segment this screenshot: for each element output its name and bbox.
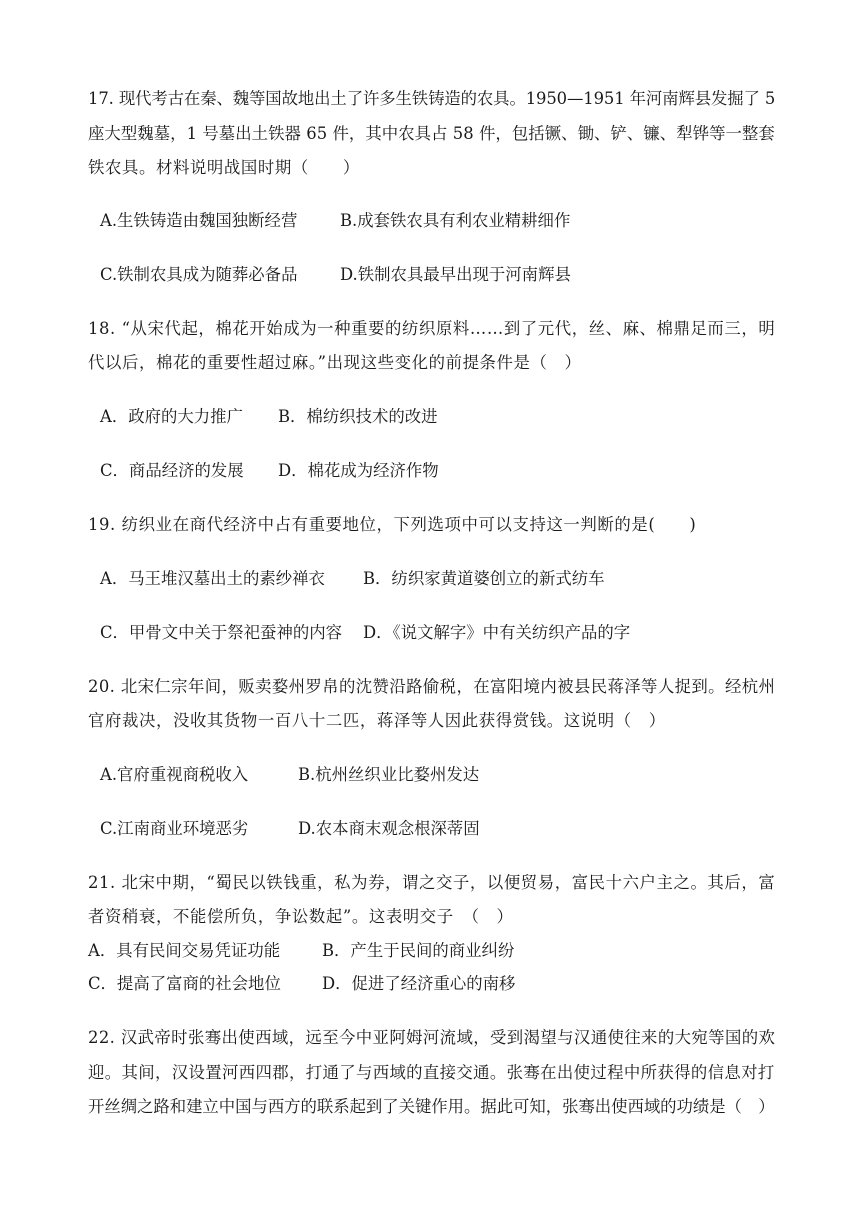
question-22-stem-line-1: 22. 汉武帝时张骞出使西域，远至今中亚阿姆河流域，受到渴望与汉通使往来的大宛等国的欢: [88, 1028, 776, 1047]
question-19-stem-line-1: 19. 纺织业在商代经济中占有重要地位，下列选项中可以支持这一判断的是( ): [88, 515, 697, 534]
question-20-option-d[interactable]: D.农本商末观念根深蒂固: [298, 819, 480, 838]
question-18-stem-line-2: 代以后，棉花的重要性超过麻。”出现这些变化的前提条件是（ ）: [88, 353, 582, 372]
question-20-option-c[interactable]: C.江南商业环境恶劣: [100, 819, 249, 838]
question-21-stem-line-2: 者资稍衰，不能偿所负，争讼数起”。这表明交子 （ ）: [88, 907, 514, 926]
question-17-option-d[interactable]: D.铁制农具最早出现于河南辉县: [340, 265, 571, 284]
question-17-option-a[interactable]: A.生铁铸造由魏国独断经营: [100, 211, 298, 230]
question-18-option-c[interactable]: C．商品经济的发展: [100, 461, 244, 480]
question-20-option-a[interactable]: A.官府重视商税收入: [100, 765, 249, 784]
question-20-option-b[interactable]: B.杭州丝织业比婺州发达: [298, 765, 480, 784]
question-21-option-c[interactable]: C．提高了富商的社会地位: [88, 974, 281, 993]
question-19-option-c[interactable]: C．甲骨文中关于祭祀蚕神的内容: [100, 623, 343, 642]
question-17-option-c[interactable]: C.铁制农具成为随葬必备品: [100, 265, 298, 284]
question-18-option-b[interactable]: B．棉纺织技术的改进: [278, 407, 438, 426]
question-17-stem-line-2: 座大型魏墓，1 号墓出土铁器 65 件，其中农具占 58 件，包括镢、锄、铲、镰、犁铧等一整套: [88, 124, 775, 143]
question-20-stem-line-2: 官府裁决，没收其货物一百八十二匹，蒋泽等人因此获得赏钱。这说明（ ）: [88, 711, 666, 730]
question-22-stem-line-2: 迎。其间，汉设置河西四郡，打通了与西域的直接交通。张骞在出使过程中所获得的信息对打: [88, 1063, 775, 1082]
question-22-stem-line-3: 开丝绸之路和建立中国与西方的联系起到了关键作用。据此可知，张骞出使西域的功绩是（ ）: [88, 1097, 775, 1116]
question-18-option-a[interactable]: A．政府的大力推广: [100, 407, 243, 426]
question-17-option-b[interactable]: B.成套铁农具有利农业精耕细作: [340, 211, 571, 230]
question-21-option-a[interactable]: A．具有民间交易凭证功能: [88, 941, 281, 960]
question-19-option-a[interactable]: A．马王堆汉墓出土的素纱禅衣: [100, 569, 325, 588]
question-21-option-d[interactable]: D．促进了经济重心的南移: [322, 974, 516, 993]
question-19-option-b[interactable]: B．纺织家黄道婆创立的新式纺车: [363, 569, 605, 588]
question-18-stem-line-1: 18. “从宋代起，棉花开始成为一种重要的纺织原料……到了元代，丝、麻、棉鼎足而三，明: [88, 319, 776, 338]
question-21-stem-line-1: 21. 北宋中期，“蜀民以铁钱重，私为券，谓之交子，以便贸易，富民十六户主之。其后，富: [88, 873, 776, 892]
question-21-option-b[interactable]: B．产生于民间的商业纠纷: [322, 941, 515, 960]
question-18-option-d[interactable]: D．棉花成为经济作物: [278, 461, 439, 480]
question-17-stem-line-1: 17. 现代考古在秦、魏等国故地出土了许多生铁铸造的农具。1950—1951 年河南辉县发掘了 5: [88, 89, 776, 108]
question-17-stem-line-3: 铁农具。材料说明战国时期（ ）: [88, 158, 360, 177]
question-20-stem-line-1: 20. 北宋仁宗年间，贩卖婺州罗帛的沈赞沿路偷税，在富阳境内被县民蒋泽等人捉到。经杭州: [88, 677, 776, 696]
question-19-option-d[interactable]: D．《说文解字》中有关纺织产品的字: [363, 623, 631, 642]
